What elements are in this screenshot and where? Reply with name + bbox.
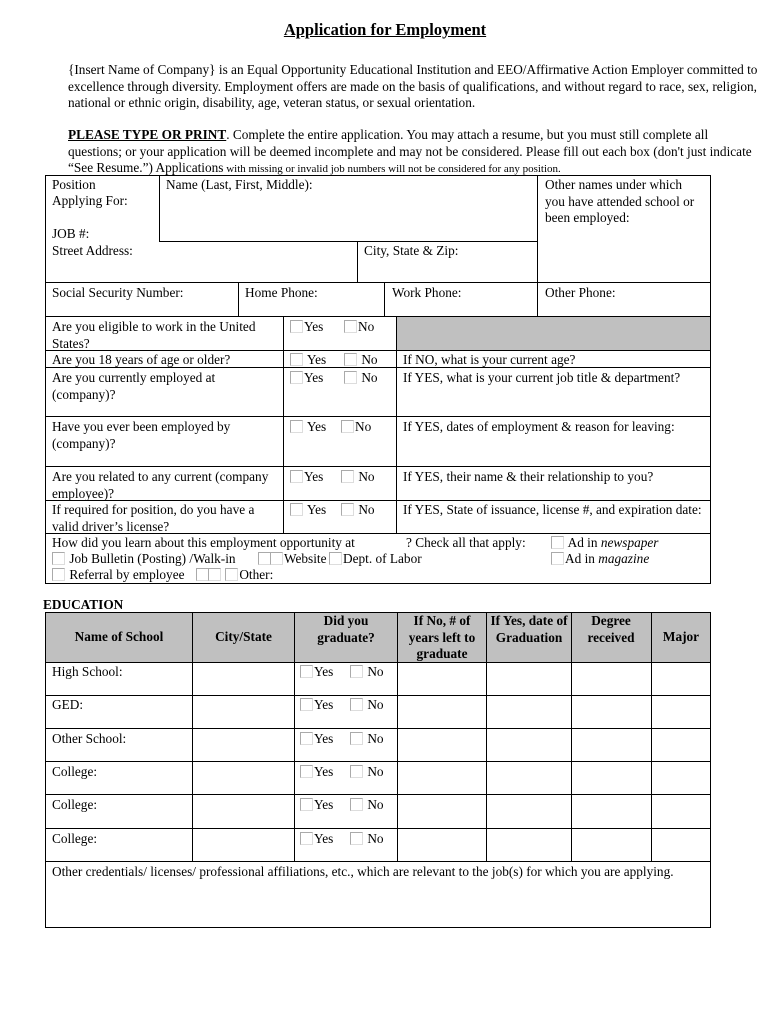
street-address-label[interactable]: Street Address:	[52, 243, 133, 258]
checkbox-icon[interactable]	[344, 371, 357, 384]
question-eligible: Are you eligible to work in the United States?	[52, 319, 256, 351]
col-name-of-school: Name of School	[74, 629, 164, 644]
checkbox-icon[interactable]	[225, 568, 238, 581]
question-age: Are you 18 years of age or older?	[52, 352, 231, 367]
instructions	[68, 127, 758, 178]
other-phone-label[interactable]: Other Phone:	[545, 285, 616, 300]
checkbox-icon[interactable]	[350, 732, 363, 745]
job-bulletin-checkbox[interactable]: Job Bulletin (Posting) /Walk-in	[52, 551, 236, 568]
checkbox-icon[interactable]	[341, 503, 354, 516]
checkbox-icon[interactable]	[350, 665, 363, 678]
source-question: How did you learn about this employment opportunity at	[52, 535, 355, 550]
ad-magazine-checkbox[interactable]: Ad in magazine	[551, 551, 649, 568]
work-phone-label[interactable]: Work Phone:	[392, 285, 462, 300]
checkbox-icon[interactable]	[350, 698, 363, 711]
related-yes-checkbox[interactable]: Yes	[290, 469, 323, 486]
instructions-text: . Complete the entire application. You may attach a resume, but you must still complete all questions; or your application will be deemed incomplete and may not be considered. Please fill out each box (don't just indicate “See Resume.”) Applications	[68, 127, 752, 175]
license-followup: If YES, State of issuance, license #, and expiration date:	[403, 502, 702, 517]
checkbox-icon[interactable]	[290, 420, 303, 433]
prev-no-checkbox[interactable]: No	[341, 419, 371, 436]
checkbox-icon[interactable]	[52, 568, 65, 581]
question-previously-employed: Have you ever been employed by (company)?	[52, 419, 231, 451]
edu-row-label: GED:	[52, 697, 84, 712]
checkbox-icon[interactable]	[270, 552, 283, 565]
question-license: If required for position, do you have a valid driver’s license?	[52, 502, 255, 534]
prev-yes-checkbox[interactable]: Yes	[290, 419, 326, 436]
question-related: Are you related to any current (company employee)?	[52, 469, 269, 501]
checkbox-icon[interactable]	[300, 732, 313, 745]
edu-graduate-no[interactable]: No	[350, 697, 384, 714]
edu-row-label: College:	[52, 797, 98, 812]
name-field-label[interactable]: Name (Last, First, Middle):	[166, 177, 313, 192]
edu-graduate-yes[interactable]: Yes	[300, 831, 333, 848]
prev-followup: If YES, dates of employment & reason for leaving:	[403, 419, 675, 434]
checkbox-icon[interactable]	[350, 832, 363, 845]
instructions-small: with missing or invalid job numbers will not be considered for any position.	[223, 163, 561, 175]
applying-for-label: Applying For:	[52, 193, 128, 208]
check-all-label: ? Check all that apply:	[406, 535, 526, 550]
age-followup: If NO, what is your current age?	[403, 352, 576, 367]
edu-row-label: High School:	[52, 664, 123, 679]
other-checkbox[interactable]: Other:	[196, 567, 273, 584]
checkbox-icon[interactable]	[300, 765, 313, 778]
city-state-zip-label[interactable]: City, State & Zip:	[364, 243, 459, 258]
eligible-no-checkbox[interactable]: No	[344, 319, 374, 336]
edu-row-label: College:	[52, 831, 98, 846]
ssn-label[interactable]: Social Security Number:	[52, 285, 184, 300]
checkbox-icon[interactable]	[551, 552, 564, 565]
checkbox-icon[interactable]	[341, 470, 354, 483]
checkbox-icon[interactable]	[329, 552, 342, 565]
age-yes-checkbox[interactable]: Yes	[290, 352, 326, 369]
checkbox-icon[interactable]	[290, 371, 303, 384]
checkbox-icon[interactable]	[52, 552, 65, 565]
job-number-label[interactable]: JOB #:	[52, 226, 90, 241]
checkbox-icon[interactable]	[551, 536, 564, 549]
checkbox-icon[interactable]	[290, 320, 303, 333]
checkbox-icon[interactable]	[300, 665, 313, 678]
col-did-you-graduate: Did you graduate?	[317, 613, 375, 645]
edu-graduate-no[interactable]: No	[350, 764, 384, 781]
col-years-left: If No, # of years left to graduate	[408, 613, 476, 661]
eeo-statement: {Insert Name of Company} is an Equal Opportunity Educational Institution and EEO/Affirmative Action Employer committed to excellence through diversity. Employment offers are made on the basis of qualifications, and without regard to race, sex, religion, national or ethnic origin, disability, age, veteran status, or sexual orientation.	[68, 62, 758, 110]
license-yes-checkbox[interactable]: Yes	[290, 502, 326, 519]
ad-newspaper-checkbox[interactable]: Ad in newspaper	[551, 535, 658, 552]
current-followup: If YES, what is your current job title & department?	[403, 370, 681, 385]
checkbox-icon[interactable]	[344, 320, 357, 333]
checkbox-icon[interactable]	[350, 765, 363, 778]
col-degree: Degree received	[587, 613, 635, 645]
edu-graduate-no[interactable]: No	[350, 731, 384, 748]
education-heading: EDUCATION	[43, 597, 124, 612]
edu-graduate-yes[interactable]: Yes	[300, 697, 333, 714]
related-no-checkbox[interactable]: No	[341, 469, 375, 486]
edu-graduate-yes[interactable]: Yes	[300, 797, 333, 814]
dept-labor-checkbox[interactable]: Dept. of Labor	[329, 551, 422, 568]
checkbox-icon[interactable]	[341, 420, 354, 433]
checkbox-icon[interactable]	[344, 353, 357, 366]
age-no-checkbox[interactable]: No	[344, 352, 378, 369]
edu-graduate-yes[interactable]: Yes	[300, 664, 333, 681]
edu-graduate-yes[interactable]: Yes	[300, 731, 333, 748]
edu-row-label: College:	[52, 764, 98, 779]
page-title: Application for Employment	[283, 20, 487, 39]
other-names-label[interactable]: Other names under which you have attended school or been employed:	[545, 177, 695, 225]
other-credentials-label[interactable]: Other credentials/ licenses/ professional affiliations, etc., which are relevant to the job(s) for which you are applying.	[52, 864, 674, 879]
current-no-checkbox[interactable]: No	[344, 370, 378, 387]
checkbox-icon[interactable]	[300, 698, 313, 711]
question-currently-employed: Are you currently employed at (company)?	[52, 370, 216, 402]
checkbox-icon[interactable]	[208, 568, 221, 581]
col-major: Major	[662, 629, 700, 644]
referral-checkbox[interactable]: Referral by employee	[52, 567, 185, 584]
current-yes-checkbox[interactable]: Yes	[290, 370, 323, 387]
checkbox-icon[interactable]	[290, 503, 303, 516]
checkbox-icon[interactable]	[350, 798, 363, 811]
checkbox-icon[interactable]	[300, 798, 313, 811]
edu-graduate-yes[interactable]: Yes	[300, 764, 333, 781]
website-checkbox[interactable]: Website	[258, 551, 327, 568]
col-graduation-date: If Yes, date of Graduation	[490, 613, 568, 645]
checkbox-icon[interactable]	[290, 353, 303, 366]
checkbox-icon[interactable]	[290, 470, 303, 483]
related-followup: If YES, their name & their relationship to you?	[403, 469, 654, 484]
home-phone-label[interactable]: Home Phone:	[245, 285, 318, 300]
edu-graduate-no[interactable]: No	[350, 831, 384, 848]
edu-graduate-no[interactable]: No	[350, 664, 384, 681]
instructions-lead: PLEASE TYPE OR PRINT	[68, 127, 227, 142]
edu-row-label: Other School:	[52, 731, 127, 746]
checkbox-icon[interactable]	[300, 832, 313, 845]
edu-graduate-no[interactable]: No	[350, 797, 384, 814]
license-no-checkbox[interactable]: No	[341, 502, 375, 519]
col-city-state: City/State	[215, 629, 272, 644]
grey-cell	[397, 317, 710, 350]
eligible-yes-checkbox[interactable]: Yes	[290, 319, 323, 336]
position-label: Position	[52, 177, 96, 192]
